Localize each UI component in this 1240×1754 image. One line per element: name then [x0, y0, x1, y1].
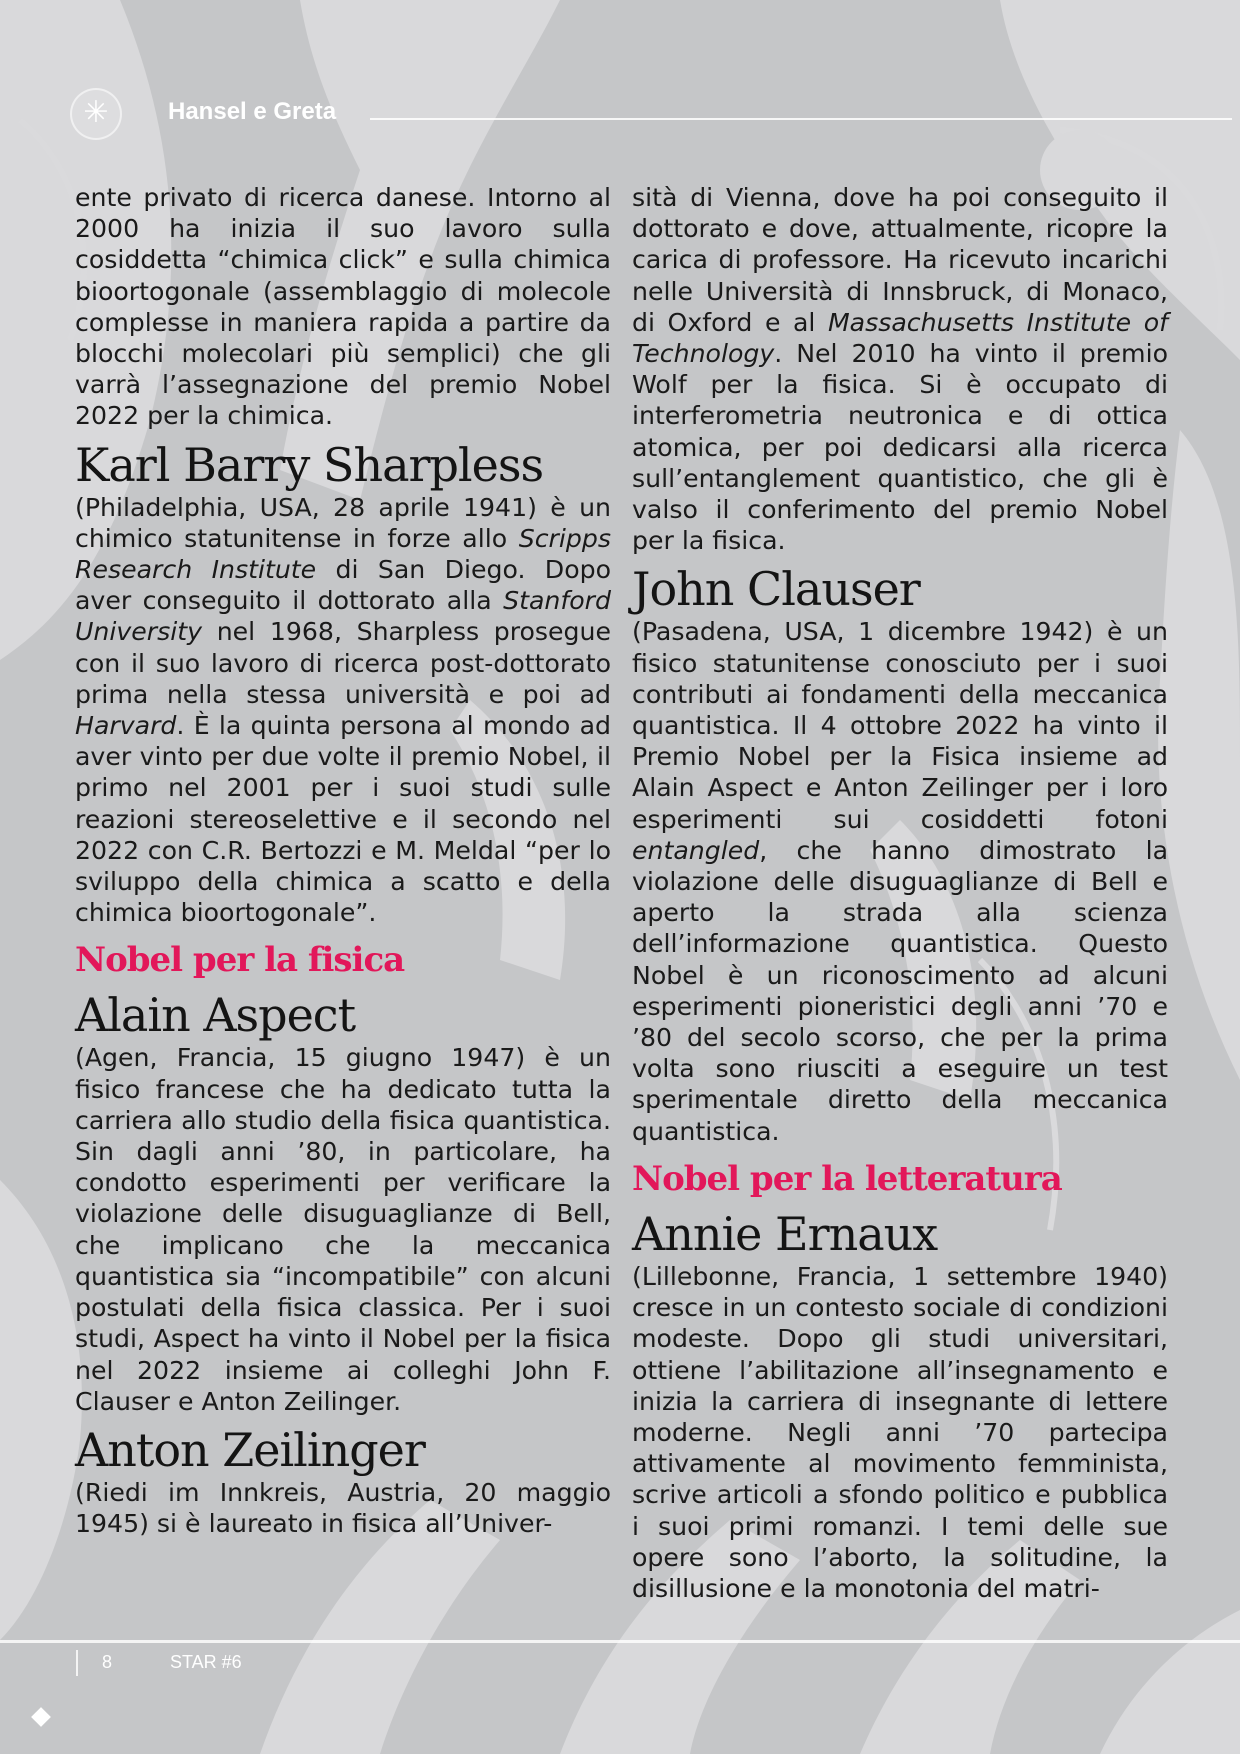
header-rule — [370, 118, 1232, 120]
footer-divider — [76, 1650, 78, 1676]
paragraph-sharpless — [75, 492, 611, 929]
text-run: sità di Vienna, dove ha poi conseguito il dottorato e dove, attualmente, ricopre la carica di professore. Ha ricevuto incarichi nelle Università di Innsbruck, di Monaco, di Oxford e al — [632, 183, 1168, 337]
paragraph-intro: ente privato di ricerca danese. Intorno al 2000 ha inizia il suo lavoro sulla cosiddetta “chimica click” e sulla chimica bioortogonale (assemblaggio di molecole complesse in maniera rapida a partire da blocchi molecolari più semplici) che gli varrà l’assegnazione del premio Nobel 2022 per la chimica. — [75, 183, 611, 431]
page-header — [70, 88, 1170, 136]
text-run: nel 1968, Sharpless prosegue con il suo lavoro di ricerca post-dottorato prima nella stessa università e poi ad — [75, 617, 611, 709]
heading-clauser: John Clauser — [632, 562, 920, 617]
section-heading-fisica: Nobel per la fisica — [75, 940, 405, 981]
heading-sharpless: Karl Barry Sharpless — [75, 437, 544, 492]
right-column — [632, 182, 1168, 1604]
section-heading-letteratura: Nobel per la letteratura — [632, 1158, 1062, 1199]
asterisk-logo-icon: ✳ — [70, 88, 122, 140]
paragraph-ernaux: (Lillebonne, Francia, 1 settembre 1940) cresce in un contesto sociale di condizioni modeste. Dopo gli studi universitari, ottiene l’abilitazione all’insegnamento e inizia la carriera di insegnante di lettere moderne. Negli anni ’70 partecipa attivamente al movimento femminista, scrive articoli a sfondo politico e pubblica i suoi primi romanzi. I temi delle sue opere sono l’aborto, la solitudine, la disillusione e la monotonia del matri- — [632, 1261, 1168, 1603]
italic-run: Harvard — [75, 711, 177, 741]
diamond-icon — [31, 1707, 51, 1727]
paragraph-clauser — [632, 616, 1168, 1146]
text-run: (Philadelphia, USA, 28 aprile 1941) è un chimico statunitense in forze allo — [75, 492, 611, 553]
heading-ernaux: Annie Ernaux — [632, 1206, 938, 1261]
paragraph-aspect: (Agen, Francia, 15 giugno 1947) è un fisico francese che ha dedicato tutta la carriera allo studio della fisica quantistica. Sin dagli anni ’80, in particolare, ha condotto esperimenti per verificare la violazione delle disuguaglianze di Bell, che implicano che la meccanica quantistica sia “incompatibile” con alcuni postulati della fisica classica. Per i suoi studi, Aspect ha vinto il Nobel per la fisica nel 2022 insieme ai colleghi John F. Clauser e Anton Zeilinger. — [75, 1043, 611, 1416]
footer-rule — [0, 1640, 1240, 1643]
page-footer — [0, 1640, 1240, 1754]
text-run: , che hanno dimostrato la violazione delle disuguaglianze di Bell e aperto la strada alla scienza dell’informazione quantistica. Questo Nobel è un riconoscimento ad alcuni esperimenti pioneristici degli anni ’70 e ’80 del secolo scorso, che per la prima volta sono riusciti a eseguire un test sperimentale diretto della meccanica quantistica. — [632, 835, 1168, 1146]
paragraph-zeilinger-start: (Riedi im Innkreis, Austria, 20 maggio 1945) si è laureato in fisica all’Univer- — [75, 1477, 611, 1539]
italic-run: Massachusetts Institute of Technology — [632, 307, 1168, 369]
italic-run: entangled — [632, 835, 760, 865]
italic-run: Stanford University — [75, 586, 611, 647]
heading-zeilinger: Anton Zeilinger — [75, 1422, 425, 1477]
text-run: (Pasadena, USA, 1 dicembre 1942) è un fisico statunitense conosciuto per i suoi contributi ai fondamenti della meccanica quantistica. Il 4 ottobre 2022 ha vinto il Premio Nobel per la Fisica insieme ad Alain Aspect e Anton Zeilinger per i loro esperimenti sui cosiddetti fotoni — [632, 617, 1168, 834]
heading-aspect: Alain Aspect — [75, 988, 356, 1043]
page-number: 8 — [102, 1652, 113, 1672]
text-run: . Nel 2010 ha vinto il premio Wolf per la fisica. Si è occupato di interferometria neutronica e di ottica atomica, per poi dedicarsi alla ricerca sull’entanglement quantistico, che gli è valso il conferimento del premio Nobel per la fisica. — [632, 339, 1168, 556]
text-run: di San Diego. Dopo aver conseguito il dottorato alla — [75, 555, 611, 616]
text-run: . È la quinta persona al mondo ad aver vinto per due volte il premio Nobel, il primo nel 2001 per i suoi studi sulle reazioni stereoselettive e il secondo nel 2022 con C.R. Bertozzi e M. Meldal “per lo sviluppo della chimica a scatto e della chimica bioortogonale”. — [75, 711, 611, 928]
left-column — [75, 182, 611, 1539]
magazine-name: STAR #6 — [170, 1652, 242, 1672]
paragraph-zeilinger-cont — [632, 182, 1168, 556]
italic-run: Scripps Research Institute — [75, 523, 611, 585]
section-title: Hansel e Greta — [168, 98, 337, 125]
